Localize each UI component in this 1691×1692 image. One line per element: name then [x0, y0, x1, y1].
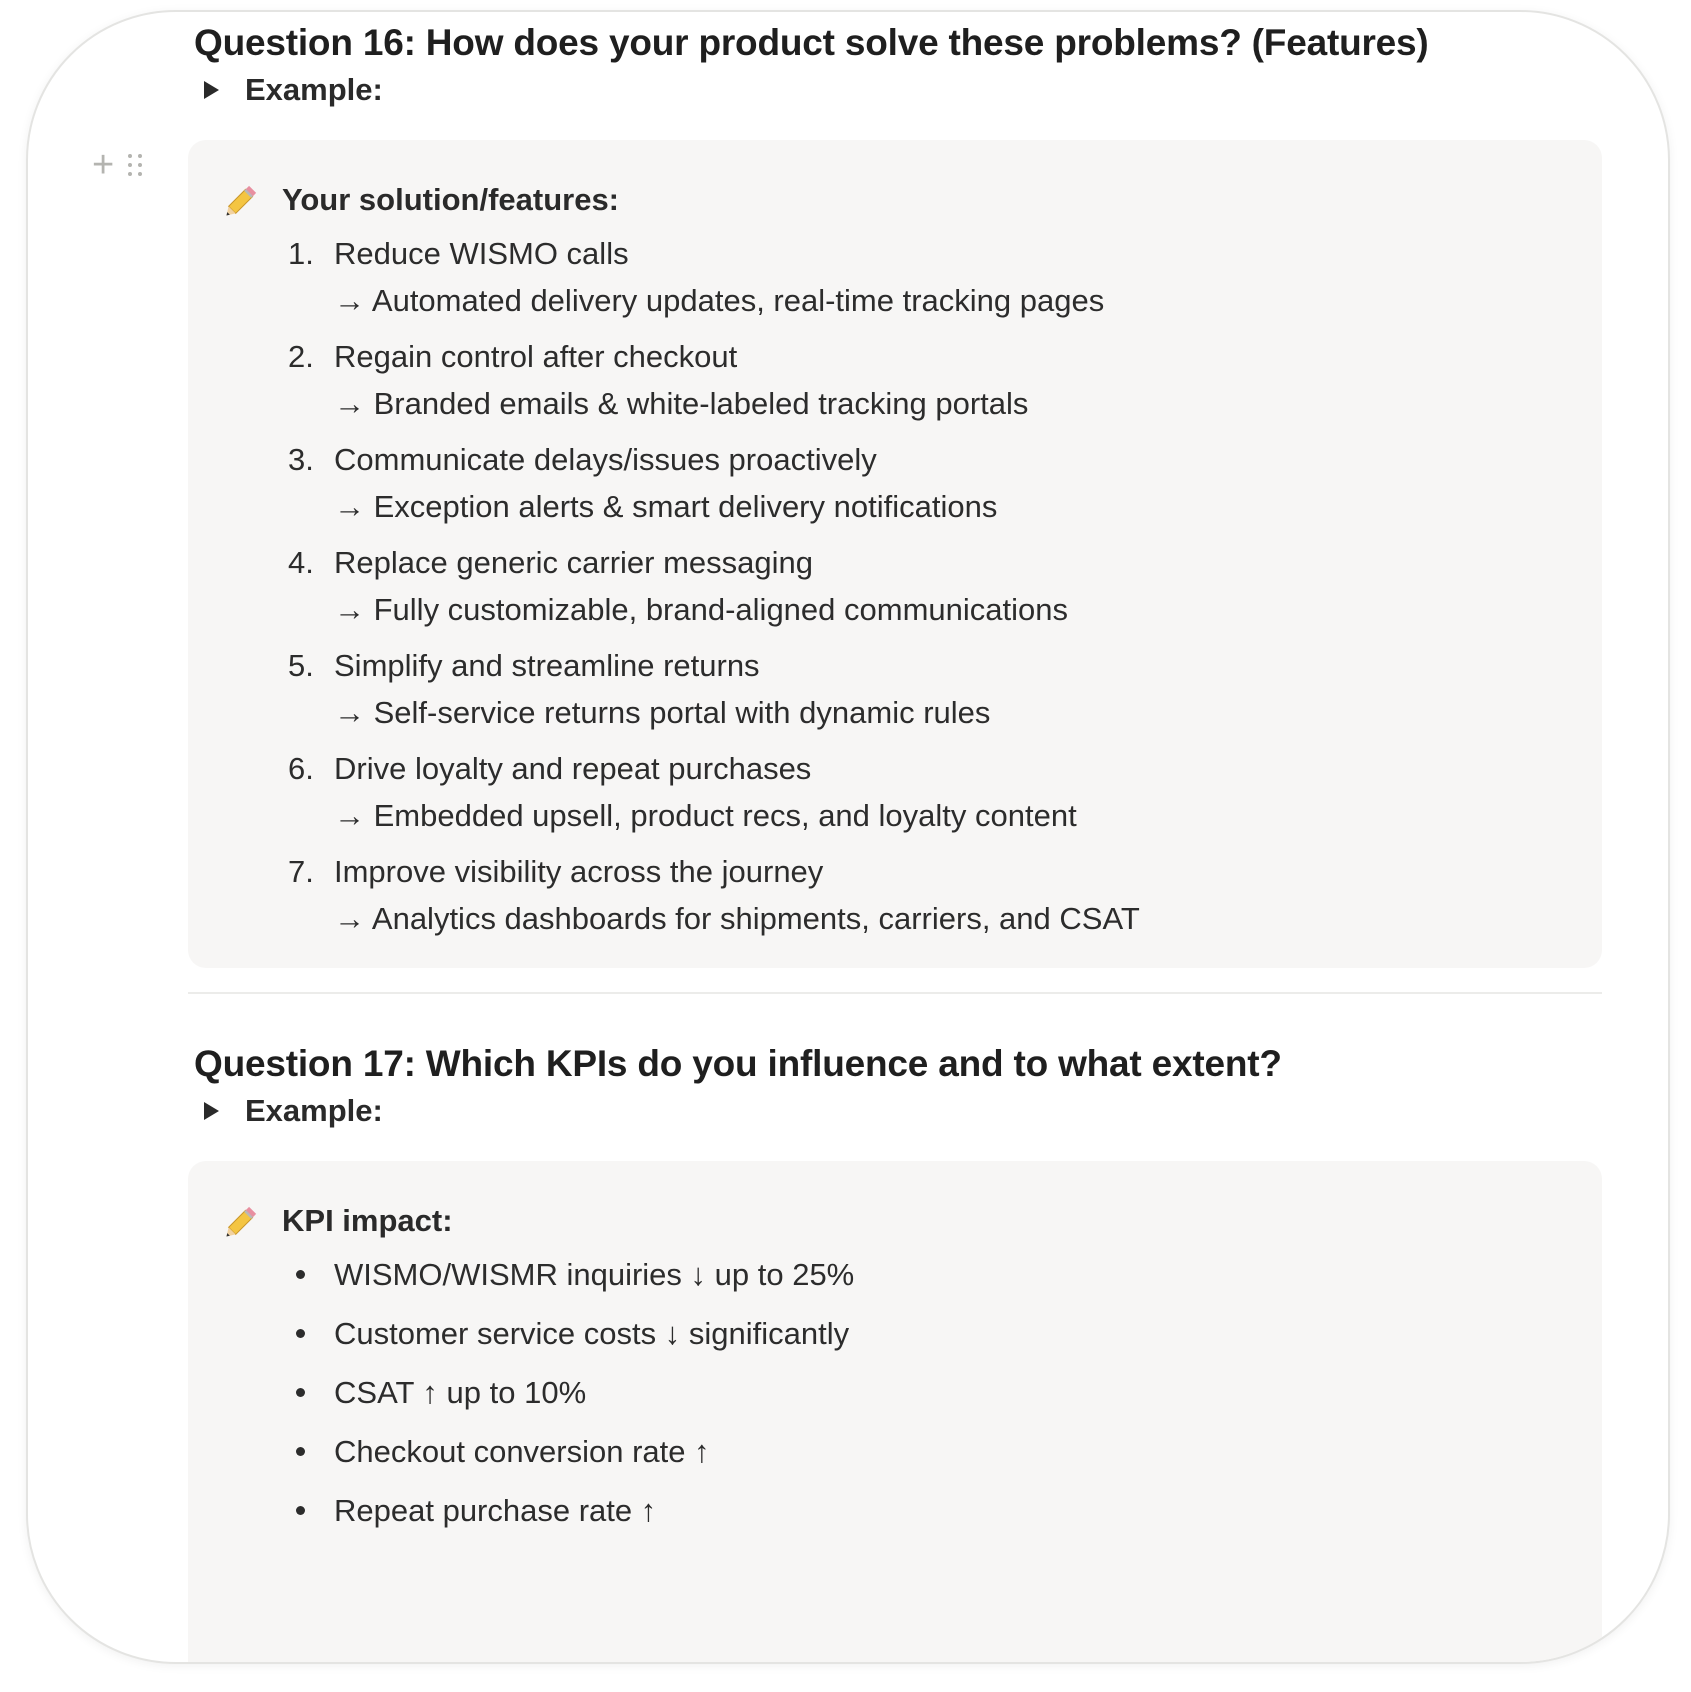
list-number: 2.: [288, 339, 314, 374]
drag-handle-icon[interactable]: [128, 154, 143, 176]
bullet-text: Customer service costs ↓ significantly: [334, 1316, 850, 1351]
q16-example-toggle-label: Example:: [245, 72, 383, 107]
pencil-icon: [220, 178, 264, 222]
item-detail: → Fully customizable, brand-aligned communications: [334, 592, 1068, 627]
item-detail: → Exception alerts & smart delivery notifications: [334, 489, 998, 524]
bullet-dot: [296, 1447, 305, 1456]
list-number: 7.: [288, 854, 314, 889]
bullet-dot: [296, 1388, 305, 1397]
item-detail: → Self-service returns portal with dynamic rules: [334, 695, 991, 730]
item-title: Replace generic carrier messaging: [334, 545, 814, 580]
q16-solution-callout[interactable]: [188, 140, 1602, 968]
q17-example-toggle[interactable]: [204, 1093, 383, 1129]
bullet-text: Repeat purchase rate ↑: [334, 1493, 657, 1528]
q17-callout-title-text: KPI impact:: [282, 1203, 453, 1238]
list-number: 3.: [288, 442, 314, 477]
question-17-heading: Question 17: Which KPIs do you influence and to what extent?: [194, 1043, 1282, 1084]
item-title: Simplify and streamline returns: [334, 648, 760, 683]
item-title: Regain control after checkout: [334, 339, 738, 374]
list-number: 4.: [288, 545, 314, 580]
item-detail: → Analytics dashboards for shipments, carriers, and CSAT: [334, 901, 1140, 936]
triangle-right-icon[interactable]: [204, 1102, 219, 1120]
bullet-text: Checkout conversion rate ↑: [334, 1434, 710, 1469]
item-title: Improve visibility across the journey: [334, 854, 824, 889]
bullet-dot: [296, 1506, 305, 1515]
bullet-dot: [296, 1270, 305, 1279]
q16-callout-title-text: Your solution/features:: [282, 182, 620, 217]
q16-callout-title: [220, 178, 619, 222]
question-16-heading: Question 16: How does your product solve these problems? (Features): [194, 22, 1429, 63]
q17-callout-title: [220, 1199, 453, 1243]
item-detail: → Embedded upsell, product recs, and loyalty content: [334, 798, 1077, 833]
q17-kpi-callout[interactable]: [188, 1161, 1602, 1664]
triangle-right-icon[interactable]: [204, 81, 219, 99]
bullet-text: CSAT ↑ up to 10%: [334, 1375, 587, 1410]
item-title: Drive loyalty and repeat purchases: [334, 751, 812, 786]
document-page: [28, 12, 1668, 1662]
item-detail: → Automated delivery updates, real-time tracking pages: [334, 283, 1105, 318]
item-detail: → Branded emails & white-labeled tracking portals: [334, 386, 1029, 421]
item-title: Reduce WISMO calls: [334, 236, 629, 271]
q17-example-toggle-label: Example:: [245, 1093, 383, 1128]
list-number: 5.: [288, 648, 314, 683]
bullet-text: WISMO/WISMR inquiries ↓ up to 25%: [334, 1257, 855, 1292]
list-number: 6.: [288, 751, 314, 786]
screenshot-frame: [26, 10, 1670, 1664]
pencil-icon: [220, 1199, 264, 1243]
block-handles: [92, 146, 143, 184]
plus-icon[interactable]: +: [92, 144, 115, 186]
list-number: 1.: [288, 236, 314, 271]
item-title: Communicate delays/issues proactively: [334, 442, 877, 477]
q16-example-toggle[interactable]: [204, 72, 383, 108]
section-divider: [188, 992, 1602, 994]
bullet-dot: [296, 1329, 305, 1338]
